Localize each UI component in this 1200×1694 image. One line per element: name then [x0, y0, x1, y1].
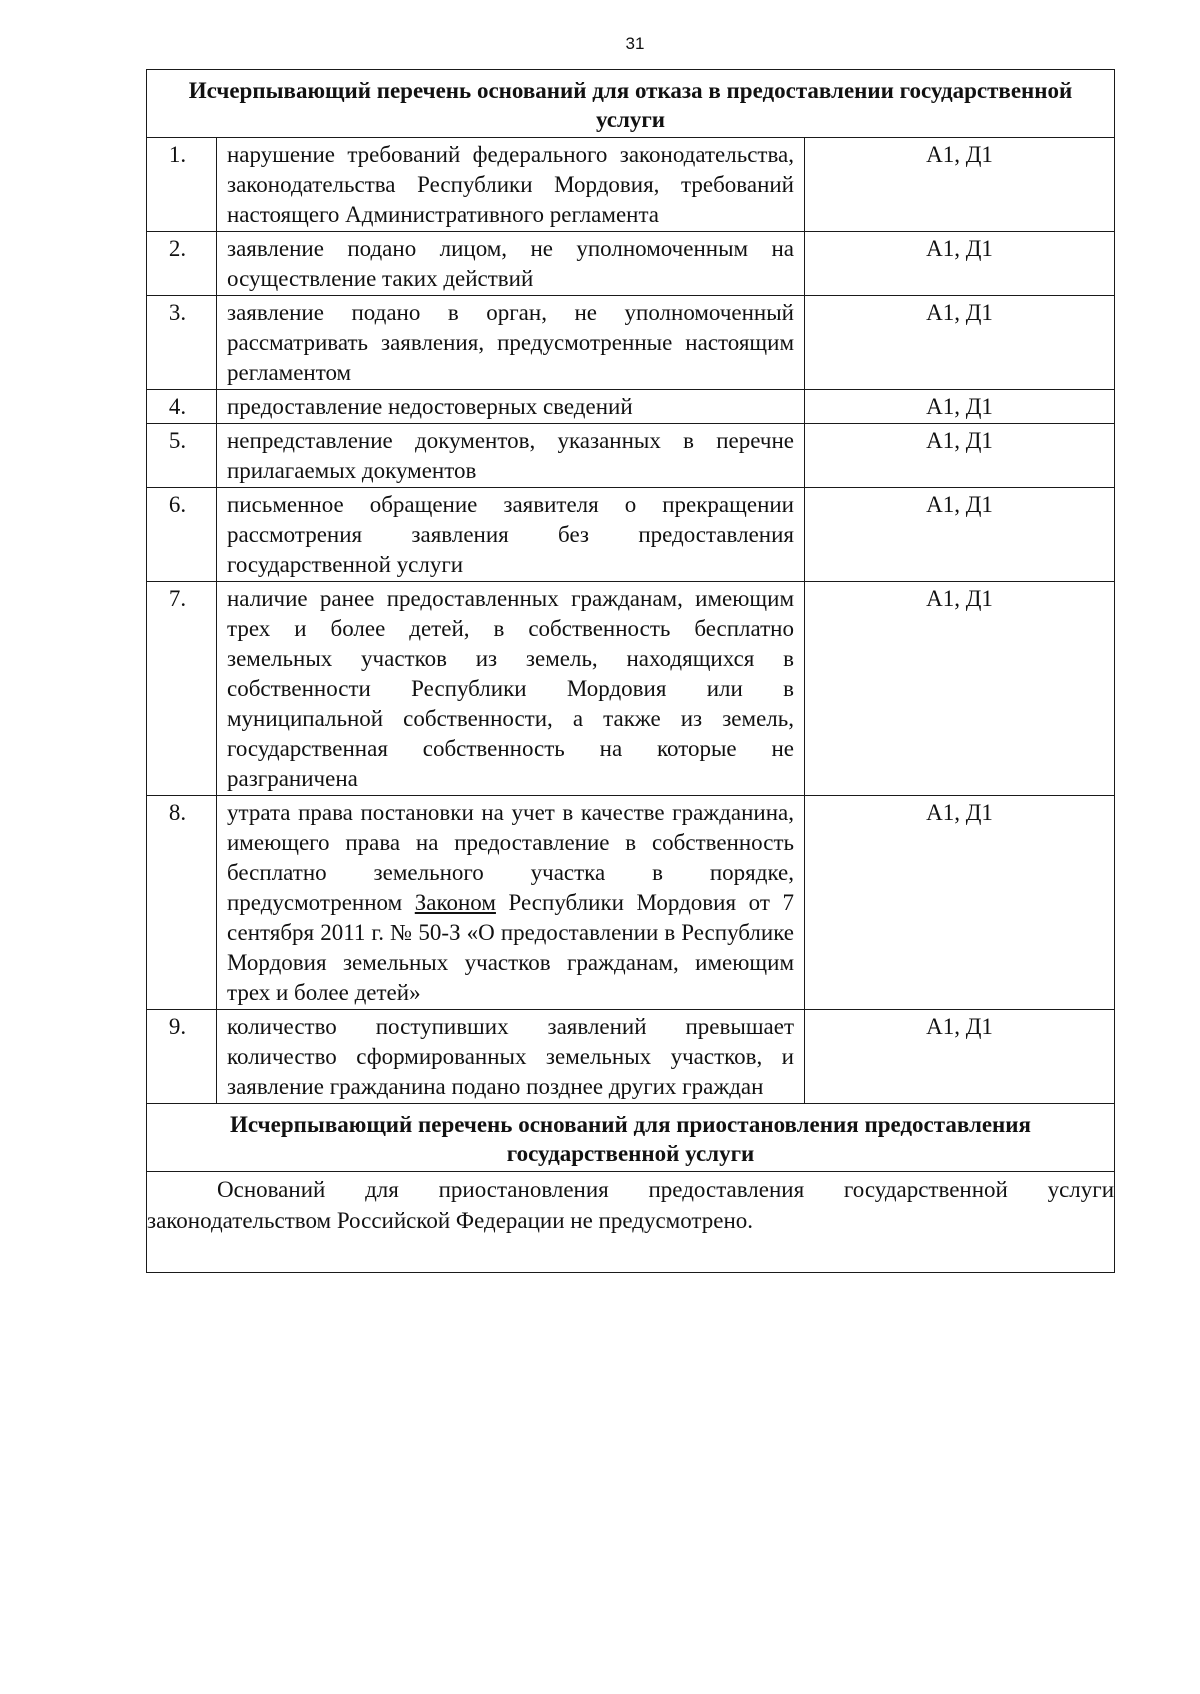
page-number: 31: [625, 34, 645, 53]
suspension-note-cell: [147, 1172, 1115, 1273]
row-code: А1, Д1: [805, 390, 1115, 424]
row-text: заявление подано в орган, не уполномоченный рассматривать заявления, предусмотренные настоящим регламентом: [217, 296, 805, 390]
table-row: [147, 138, 1115, 232]
suspension-section-title: Исчерпывающий перечень оснований для приостановления предоставления государственной услуги: [147, 1104, 1115, 1172]
row-text: [217, 796, 805, 1010]
row-text: письменное обращение заявителя о прекращении рассмотрения заявления без предоставления государственной услуги: [217, 488, 805, 582]
row-code: А1, Д1: [805, 1010, 1115, 1104]
row-code: А1, Д1: [805, 488, 1115, 582]
row-text: предоставление недостоверных сведений: [217, 390, 805, 424]
row-text: количество поступивших заявлений превышает количество сформированных земельных участков, и заявление гражданина подано позднее других граждан: [217, 1010, 805, 1104]
row-text-after-link: Республики Мордовия от 7 сентября 2011 г. № 50-З «О предоставлении в Республике Мордовия земельных участков гражданам, имеющим трех и более детей»: [227, 890, 795, 1005]
row-number: 9.: [147, 1010, 217, 1104]
row-number: 3.: [147, 296, 217, 390]
table-row: [147, 424, 1115, 488]
row-number: 1.: [147, 138, 217, 232]
table-row: [147, 582, 1115, 796]
table-row: [147, 1010, 1115, 1104]
law-link[interactable]: Законом: [414, 890, 496, 915]
grounds-table: [146, 69, 1115, 1273]
row-text: наличие ранее предоставленных гражданам, имеющим трех и более детей, в собственность бесплатно земельных участков из земель, находящихся в собственности Республики Мордовия или в муниципальной собственности, а также из земель, государственная собственность на которые не разграничена: [217, 582, 805, 796]
table-row: [147, 796, 1115, 1010]
row-text: непредставление документов, указанных в перечне прилагаемых документов: [217, 424, 805, 488]
refusal-header-row: [147, 70, 1115, 138]
table-row: [147, 296, 1115, 390]
row-text: нарушение требований федерального законодательства, законодательства Республики Мордовия, требований настоящего Административного регламента: [217, 138, 805, 232]
table-row: [147, 488, 1115, 582]
suspension-header-row: [147, 1104, 1115, 1172]
row-code: А1, Д1: [805, 296, 1115, 390]
row-number: 8.: [147, 796, 217, 1010]
table-row: [147, 232, 1115, 296]
row-code: А1, Д1: [805, 138, 1115, 232]
suspension-note-text: Оснований для приостановления предоставления государственной услуги законодательством Российской Федерации не предусмотрено.: [147, 1177, 1115, 1233]
row-number: 2.: [147, 232, 217, 296]
row-code: А1, Д1: [805, 232, 1115, 296]
row-code: А1, Д1: [805, 582, 1115, 796]
refusal-section-title: Исчерпывающий перечень оснований для отказа в предоставлении государственной услуги: [147, 70, 1115, 138]
row-code: А1, Д1: [805, 424, 1115, 488]
row-number: 7.: [147, 582, 217, 796]
row-number: 6.: [147, 488, 217, 582]
row-number: 4.: [147, 390, 217, 424]
row-text-before-link: утрата права постановки на учет в качестве гражданина, имеющего права на предоставление в собственность бесплатно земельного участка в порядке, предусмотренном: [227, 800, 794, 915]
table-row: [147, 390, 1115, 424]
suspension-body-row: [147, 1172, 1115, 1273]
row-code: А1, Д1: [805, 796, 1115, 1010]
row-text: заявление подано лицом, не уполномоченным на осуществление таких действий: [217, 232, 805, 296]
row-number: 5.: [147, 424, 217, 488]
